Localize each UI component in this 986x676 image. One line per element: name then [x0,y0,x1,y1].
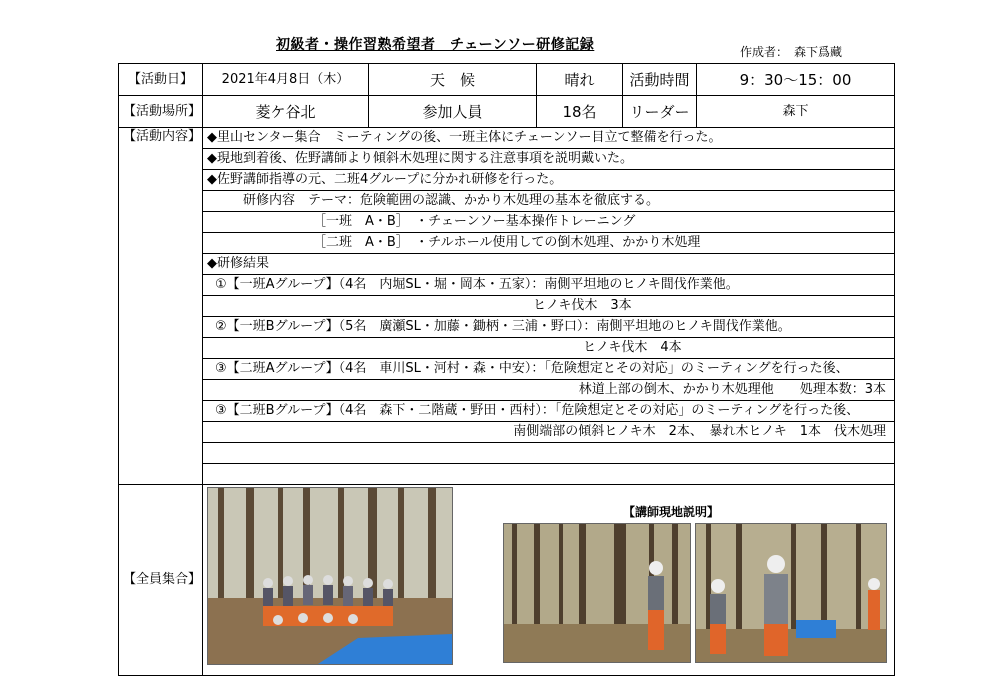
content-line: ③【二班Bグループ】（4名 森下・二階蔵・野田・西村）：「危険想定とその対応」のミーティングを行った後、 [203,401,895,422]
date-value: 2021年4月8日（木） [203,64,369,96]
photo-row [119,485,895,676]
content-line: ◆里山センター集合 ミーティングの後、一班主体にチェーンソー目立て整備を行った。 [203,128,895,149]
content-line: ヒノキ伐木 4本 [203,338,895,359]
leader-label: リーダー [623,96,697,128]
weather-label: 天 候 [369,64,537,96]
content-row-0 [119,128,895,149]
content-line: ［二班 A・B］ ・チルホール使用しての倒木処理、かかり木処理 [203,233,895,254]
row-place [119,96,895,128]
place-label: 【活動場所】 [119,96,203,128]
content-line: ◆現地到着後、佐野講師より傾斜木処理に関する注意事項を説明戴いた。 [203,149,895,170]
document-title: 初級者・操作習熟希望者 チェーンソー研修記録 [276,37,595,53]
instructor-caption: 【講師現地説明】 [623,505,720,519]
content-line: 林道上部の倒木、かかり木処理他 処理本数：3本 [203,380,895,401]
content-line: ［一班 A・B］ ・チェーンソー基本操作トレーニング [203,212,895,233]
leader-value: 森下 [697,96,895,128]
time-label: 活動時間 [623,64,697,96]
place-value: 菱ケ谷北 [203,96,369,128]
content-line: 南側端部の傾斜ヒノキ木 2本、 暴れ木ヒノキ 1本 伐木処理 [203,422,895,443]
group-photo [207,487,453,665]
content-line: ①【一班Aグループ】（4名 内堀SL・堀・岡本・五家）：南側平坦地のヒノキ間伐作業他。 [203,275,895,296]
instructor-photo-2 [695,523,887,663]
instructor-photo-1 [503,523,691,663]
content-line: 研修内容 テーマ：危険範囲の認識、かかり木処理の基本を徹底する。 [203,191,895,212]
content-line: ②【一班Bグループ】（5名 廣瀬SL・加藤・鋤柄・三浦・野口）：南側平坦地のヒノキ間伐作業他。 [203,317,895,338]
content-line: ◆研修結果 [203,254,895,275]
date-label: 【活動日】 [119,64,203,96]
photos-label: 【全員集合】 [119,485,203,676]
participants-value: 18名 [537,96,623,128]
content-line [203,464,895,485]
photos-area [203,485,894,675]
record-table [118,63,895,676]
content-line [203,443,895,464]
participants-label: 参加人員 [369,96,537,128]
content-line: ヒノキ伐木 3本 [203,296,895,317]
weather-value: 晴れ [537,64,623,96]
row-date [119,64,895,96]
time-value: 9：30〜15：00 [697,64,895,96]
author: 作成者： 森下爲藏 [740,45,843,59]
content-label: 【活動内容】 [119,128,203,485]
content-line: ◆佐野講師指導の元、二班4グループに分かれ研修を行った。 [203,170,895,191]
content-line: ③【二班Aグループ】（4名 車川SL・河村・森・中安）：「危険想定とその対応」のミーティングを行った後、 [203,359,895,380]
